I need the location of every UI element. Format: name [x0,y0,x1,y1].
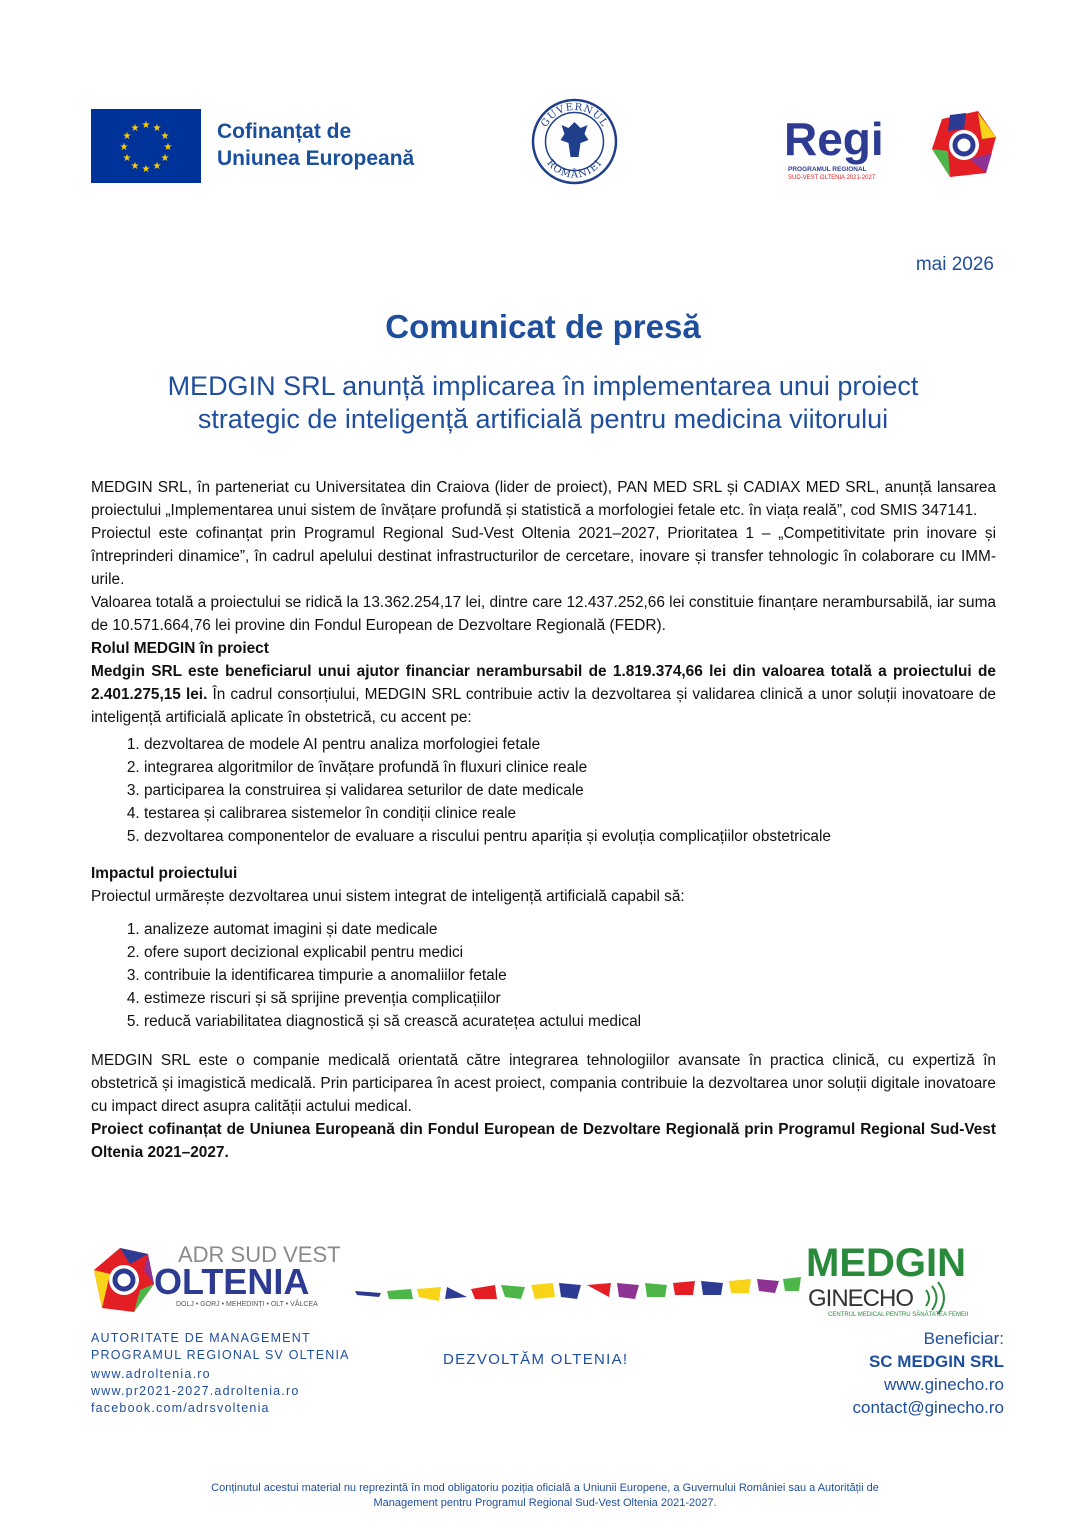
am-line-1: AUTORITATE DE MANAGEMENT [91,1331,311,1345]
decorative-color-stripe [355,1275,801,1305]
svg-text:★: ★ [141,164,151,175]
subtitle-line-1: MEDGIN SRL anunță implicarea în implementarea unui proiect [167,371,919,401]
managing-authority-text [91,1330,350,1364]
svg-text:★: ★ [141,120,151,131]
list-item: 3. participarea la construirea și validarea seturilor de date medicale [144,779,996,802]
page-title: Comunicat de presă [385,308,701,345]
regio-sub-1: PROGRAMUL REGIONAL [788,166,867,173]
regio-sub-2: SUD-VEST OLTENIA 2021-2027 [788,175,876,181]
paragraph-impact-intro: Proiectul urmărește dezvoltarea unui sistem integrat de inteligență artificială capabil să: [91,888,685,905]
svg-text:★: ★ [122,153,132,164]
svg-text:★: ★ [122,131,132,142]
link-pr2021[interactable]: www.pr2021-2027.adroltenia.ro [91,1384,300,1398]
svg-text:★: ★ [152,161,162,172]
ginecho-sub: CENTRUL MEDICAL PENTRU SĂNĂTATEA FEMEII [828,1312,969,1318]
paragraph-closing: MEDGIN SRL este o companie medicală orientată către integrarea tehnologiilor avansate în practica clinică, cu expertiză în obstetrică și imagistică medicală. Prin participarea în acest proiect, compania contribuie la dezvoltarea unor soluții digitale inovatoare cu impact direct asupra calității actului medical. [91,1052,996,1115]
list-item: 3. contribuie la identificarea timpurie a anomaliilor fetale [144,964,996,987]
slogan-text: DEZVOLTĂM OLTENIA! [443,1351,629,1368]
svg-text:★: ★ [130,161,140,172]
svg-text:★: ★ [119,142,129,153]
beneficiary-block [853,1327,1004,1419]
impact-list [91,918,996,1033]
paragraph-role [91,660,996,729]
paragraph-final-bold [91,1118,996,1164]
paragraph-value: Valoarea totală a proiectului se ridică la 13.362.254,17 lei, dintre care 12.437.252,66 lei constituie finanțare nerambursabilă, iar suma de 10.571.664,76 lei provine din Fondul European de Dezvoltare Regională (FEDR). [91,594,996,634]
link-facebook[interactable]: facebook.com/adrsvoltenia [91,1401,270,1415]
list-item: 1. analizeze automat imagini și date medicale [144,918,996,941]
adr-oltenia-logo [90,1240,348,1315]
svg-text:★: ★ [160,131,170,142]
paragraph-funding: Proiectul este cofinanțat prin Programul Regional Sud-Vest Oltenia 2021–2027, Prioritatea 1 – „Competitivitate prin inovare și întreprinderi dinamice”, în cadrul apelului destinat infrastructurilor de cercetare, inovare și transfer tehnologic în colaborare cu IMM-urile. [91,525,996,588]
role-list [91,733,996,848]
managing-authority-links [91,1366,300,1417]
regio-logo [782,107,1000,183]
svg-text:★: ★ [160,153,170,164]
eu-line-2: Uniunea Europeană [217,147,415,170]
eu-flag-logo [91,109,201,183]
paragraph-intro: MEDGIN SRL, în parteneriat cu Universitatea din Craiova (lider de proiect), PAN MED SRL și CADIAX MED SRL, anunță lansarea proiectului „Implementarea unui sistem de învățare profundă și statistică a morfologiei fetale etc. în viața reală”, cod SMIS 347141. [91,479,996,519]
adr-main-text: OLTENIA [154,1261,310,1302]
final-bold-text: Proiect cofinanțat de Uniunea Europeană din Fondul European de Dezvoltare Regională prin Programul Regional Sud-Vest Oltenia 2021–2027. [91,1121,996,1161]
regio-word: Regi [784,113,884,165]
list-item: 5. reducă variabilitatea diagnostică și să crească acuratețea actului medical [144,1010,996,1033]
adr-o-icon [94,1248,154,1312]
disclaimer-text: Conținutul acestui material nu reprezintă în mod obligatoriu poziția oficială a Uniunii Europene, a Guvernului României sau a Autorității de Management pentru Programul Regional Sud-Vest Oltenia 2021-2027. [211,1482,879,1509]
eu-cofinanced-text [217,118,414,172]
regio-o-icon [932,111,996,177]
svg-text:★: ★ [152,123,162,134]
medgin-ginecho-logo [804,1240,984,1320]
seal-text-bottom: ROMÂNIEI [544,157,605,181]
role-heading: Rolul MEDGIN în proiect [91,640,269,657]
ginecho-word: GINECHO [808,1285,914,1312]
beneficiary-label: Beneficiar: [923,1329,1004,1348]
eu-line-1: Cofinanțat de [217,120,352,143]
government-seal-logo [531,98,618,185]
role-bold-text: Medgin SRL este beneficiarul unui ajutor financiar nerambursabil de 1.819.374,66 lei din valoarea totală a proiectului de 2.401.275,15 lei. [91,663,996,703]
page-subtitle [60,370,1026,436]
list-item: 2. ofere suport decizional explicabil pentru medici [144,941,996,964]
list-item: 4. estimeze riscuri și să sprijine prevenția complicațiilor [144,987,996,1010]
role-rest-text: În cadrul consorțiului, MEDGIN SRL contribuie activ la dezvoltarea și validarea clinică a unor soluții inovatoare de inteligență artificială aplicate în obstetrică, cu accent pe: [91,686,996,726]
eu-stars-icon [91,109,201,183]
press-release-body [91,476,996,1164]
impact-heading: Impactul proiectului [91,865,238,882]
beneficiary-website[interactable]: www.ginecho.ro [883,1375,1004,1394]
list-item: 4. testarea și calibrarea sistemelor în condiții clinice reale [144,802,996,825]
medgin-word: MEDGIN [806,1241,966,1285]
link-adroltenia[interactable]: www.adroltenia.ro [91,1367,211,1381]
beneficiary-email[interactable]: contact@ginecho.ro [852,1398,1004,1417]
seal-text-top: GUVERNUL [539,101,610,130]
adr-counties-text: DOLJ • GORJ • MEHEDINȚI • OLT • VÂLCEA [176,1301,318,1308]
release-date: mai 2026 [915,254,994,275]
sound-wave-icon [926,1282,944,1314]
am-line-2: PROGRAMUL REGIONAL SV OLTENIA [91,1348,350,1362]
list-item: 1. dezvoltarea de modele AI pentru analiza morfologiei fetale [144,733,996,756]
list-item: 5. dezvoltarea componentelor de evaluare a riscului pentru apariția și evoluția complicațiilor obstetricale [144,825,996,848]
svg-text:★: ★ [130,123,140,134]
adr-top-text: ADR SUD VEST [178,1242,341,1267]
svg-text:★: ★ [163,142,173,153]
subtitle-line-2: strategic de inteligență artificială pentru medicina viitorului [197,404,889,434]
beneficiary-name: SC MEDGIN SRL [868,1352,1004,1371]
list-item: 2. integrarea algoritmilor de învățare profundă în fluxuri clinice reale [144,756,996,779]
